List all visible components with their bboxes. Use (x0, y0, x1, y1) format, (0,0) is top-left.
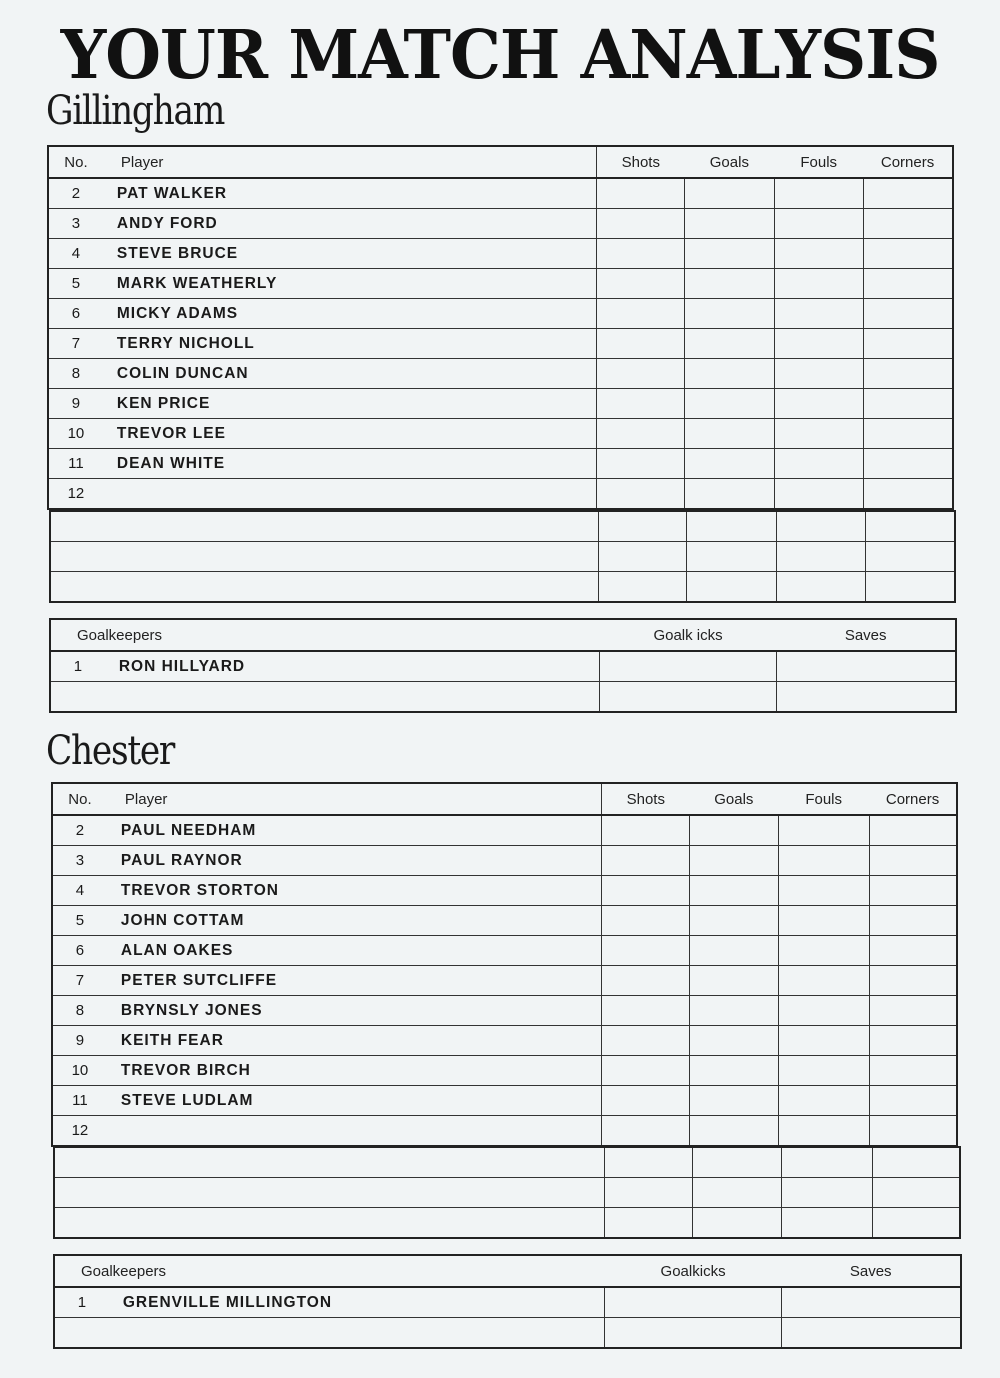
fouls-cell[interactable] (778, 996, 869, 1026)
table-header-row (48, 146, 953, 178)
shots-cell[interactable] (599, 542, 687, 572)
corners-cell[interactable] (869, 1026, 957, 1056)
shots-cell[interactable] (597, 449, 685, 479)
player-name: KEITH FEAR (107, 1026, 602, 1056)
player-number: 10 (52, 1056, 107, 1086)
player-number: 11 (52, 1086, 107, 1116)
goals-cell[interactable] (684, 269, 774, 299)
table-row (48, 178, 953, 209)
blank-row (50, 572, 955, 603)
col-no-header: No. (52, 783, 107, 815)
player-name: PAUL NEEDHAM (107, 815, 602, 846)
shots-cell[interactable] (597, 329, 685, 359)
player-name: DEAN WHITE (103, 449, 597, 479)
col-fouls-header: Fouls (774, 146, 863, 178)
fouls-cell[interactable] (774, 299, 863, 329)
player-name: MARK WEATHERLY (103, 269, 597, 299)
home-goalkeeper-table (49, 618, 957, 713)
player-name: ANDY FORD (103, 209, 597, 239)
goals-cell[interactable] (684, 209, 774, 239)
goalkeeper-name: RON HILLYARD (105, 651, 600, 682)
player-name (103, 479, 597, 510)
corners-cell[interactable] (863, 479, 953, 510)
goals-cell[interactable] (684, 178, 774, 209)
player-name: PETER SUTCLIFFE (107, 966, 602, 996)
shots-cell[interactable] (602, 815, 690, 846)
table-row (52, 966, 957, 996)
shots-cell[interactable] (605, 1178, 693, 1208)
player-name: TERRY NICHOLL (103, 329, 597, 359)
fouls-cell[interactable] (778, 846, 869, 876)
table-row (52, 846, 957, 876)
shots-cell[interactable] (597, 479, 685, 510)
corners-cell[interactable] (863, 239, 953, 269)
player-name: PAUL RAYNOR (107, 846, 602, 876)
blank-name-cell[interactable] (54, 1318, 605, 1349)
fouls-cell[interactable] (774, 419, 863, 449)
player-number: 3 (52, 846, 107, 876)
goals-cell[interactable] (689, 846, 778, 876)
blank-row (54, 1178, 960, 1208)
table-row (52, 1026, 957, 1056)
shots-cell[interactable] (602, 1116, 690, 1147)
shots-cell[interactable] (602, 1086, 690, 1116)
player-name: TREVOR STORTON (107, 876, 602, 906)
table-row (48, 359, 953, 389)
blank-name-cell[interactable] (50, 572, 599, 603)
table-row (48, 329, 953, 359)
table-row (52, 1086, 957, 1116)
saves-cell[interactable] (781, 1287, 961, 1318)
player-number: 12 (52, 1116, 107, 1147)
corners-cell[interactable] (863, 449, 953, 479)
player-number: 7 (48, 329, 103, 359)
corners-cell[interactable] (863, 419, 953, 449)
shots-cell[interactable] (602, 846, 690, 876)
goalkeeper-number: 1 (50, 651, 105, 682)
player-number: 7 (52, 966, 107, 996)
corners-cell[interactable] (863, 269, 953, 299)
away-team-name: Chester (46, 728, 175, 774)
player-number: 9 (52, 1026, 107, 1056)
player-name: TREVOR BIRCH (107, 1056, 602, 1086)
corners-cell[interactable] (863, 329, 953, 359)
goals-cell[interactable] (684, 479, 774, 510)
col-player-header: Player (107, 783, 602, 815)
saves-cell[interactable] (776, 682, 956, 713)
table-row (48, 419, 953, 449)
table-row (48, 239, 953, 269)
blank-row (50, 542, 955, 572)
goals-cell[interactable] (689, 906, 778, 936)
player-number: 2 (48, 178, 103, 209)
shots-cell[interactable] (602, 906, 690, 936)
fouls-cell[interactable] (778, 1086, 869, 1116)
player-number: 6 (48, 299, 103, 329)
blank-name-cell[interactable] (54, 1178, 605, 1208)
shots-cell[interactable] (602, 876, 690, 906)
blank-name-cell[interactable] (50, 682, 600, 713)
goals-cell[interactable] (689, 1116, 778, 1147)
blank-row (54, 1318, 961, 1349)
corners-cell[interactable] (865, 572, 955, 603)
player-name: STEVE LUDLAM (107, 1086, 602, 1116)
table-row (48, 389, 953, 419)
player-number: 4 (48, 239, 103, 269)
col-saves-header: Saves (776, 619, 956, 651)
player-name: JOHN COTTAM (107, 906, 602, 936)
player-number: 6 (52, 936, 107, 966)
goals-cell[interactable] (689, 966, 778, 996)
table-row (52, 1056, 957, 1086)
blank-row (50, 511, 955, 542)
home-team-name: Gillingham (46, 88, 225, 134)
fouls-cell[interactable] (778, 936, 869, 966)
shots-cell[interactable] (597, 389, 685, 419)
goalkeeper-row (54, 1287, 961, 1318)
player-name: STEVE BRUCE (103, 239, 597, 269)
goalkeeper-name: GRENVILLE MILLINGTON (109, 1287, 605, 1318)
goalkicks-cell[interactable] (600, 682, 777, 713)
shots-cell[interactable] (597, 299, 685, 329)
goals-cell[interactable] (684, 449, 774, 479)
shots-cell[interactable] (602, 1026, 690, 1056)
away-goalkeeper-table (53, 1254, 962, 1349)
goals-cell[interactable] (689, 815, 778, 846)
player-name: TREVOR LEE (103, 419, 597, 449)
corners-cell[interactable] (869, 936, 957, 966)
corners-cell[interactable] (863, 209, 953, 239)
fouls-cell[interactable] (774, 359, 863, 389)
shots-cell[interactable] (599, 572, 687, 603)
player-number: 11 (48, 449, 103, 479)
player-number: 3 (48, 209, 103, 239)
table-row (48, 209, 953, 239)
table-row (48, 269, 953, 299)
goals-cell[interactable] (684, 299, 774, 329)
corners-cell[interactable] (869, 846, 957, 876)
player-name: MICKY ADAMS (103, 299, 597, 329)
player-number: 5 (52, 906, 107, 936)
shots-cell[interactable] (597, 359, 685, 389)
goals-cell[interactable] (689, 1086, 778, 1116)
fouls-cell[interactable] (778, 815, 869, 846)
blank-row (50, 682, 956, 713)
fouls-cell[interactable] (774, 329, 863, 359)
goalkicks-cell[interactable] (605, 1287, 782, 1318)
fouls-cell[interactable] (776, 511, 865, 542)
shots-cell[interactable] (597, 239, 685, 269)
goals-cell[interactable] (687, 572, 777, 603)
goalkeeper-number: 1 (54, 1287, 109, 1318)
corners-cell[interactable] (869, 1056, 957, 1086)
col-player-header: Player (103, 146, 597, 178)
shots-cell[interactable] (599, 511, 687, 542)
player-name: KEN PRICE (103, 389, 597, 419)
goals-cell[interactable] (689, 876, 778, 906)
col-shots-header: Shots (602, 783, 690, 815)
table-row (48, 299, 953, 329)
table-row (48, 449, 953, 479)
shots-cell[interactable] (605, 1208, 693, 1239)
col-goals-header: Goals (689, 783, 778, 815)
player-number: 4 (52, 876, 107, 906)
corners-cell[interactable] (869, 966, 957, 996)
player-number: 8 (48, 359, 103, 389)
player-name (107, 1116, 602, 1147)
fouls-cell[interactable] (778, 1116, 869, 1147)
goals-cell[interactable] (693, 1147, 782, 1178)
blank-name-cell[interactable] (50, 542, 599, 572)
corners-cell[interactable] (865, 511, 955, 542)
corners-cell[interactable] (869, 1086, 957, 1116)
fouls-cell[interactable] (776, 572, 865, 603)
goals-cell[interactable] (684, 359, 774, 389)
goals-cell[interactable] (689, 936, 778, 966)
corners-cell[interactable] (872, 1208, 960, 1239)
away-extra-rows-table (53, 1146, 961, 1239)
shots-cell[interactable] (605, 1147, 693, 1178)
shots-cell[interactable] (602, 936, 690, 966)
table-row (52, 996, 957, 1026)
table-row (48, 479, 953, 510)
fouls-cell[interactable] (774, 479, 863, 510)
player-name: BRYNSLY JONES (107, 996, 602, 1026)
goalkicks-cell[interactable] (605, 1318, 782, 1349)
fouls-cell[interactable] (774, 269, 863, 299)
table-header-row (52, 783, 957, 815)
fouls-cell[interactable] (778, 906, 869, 936)
goalkeeper-header-row (54, 1255, 961, 1287)
player-number: 5 (48, 269, 103, 299)
page-title: YOUR MATCH ANALYSIS (60, 16, 940, 95)
col-corners-header: Corners (863, 146, 953, 178)
player-name: ALAN OAKES (107, 936, 602, 966)
corners-cell[interactable] (863, 359, 953, 389)
table-row (52, 1116, 957, 1147)
col-goalkeepers-header: Goalkeepers (50, 619, 600, 651)
goalkeeper-row (50, 651, 956, 682)
corners-cell[interactable] (872, 1178, 960, 1208)
col-goalkicks-header: Goalk icks (600, 619, 777, 651)
corners-cell[interactable] (869, 876, 957, 906)
player-number: 2 (52, 815, 107, 846)
corners-cell[interactable] (869, 996, 957, 1026)
player-name: PAT WALKER (103, 178, 597, 209)
goals-cell[interactable] (689, 996, 778, 1026)
blank-name-cell[interactable] (54, 1147, 605, 1178)
fouls-cell[interactable] (774, 449, 863, 479)
fouls-cell[interactable] (774, 239, 863, 269)
player-number: 9 (48, 389, 103, 419)
shots-cell[interactable] (597, 269, 685, 299)
table-row (52, 815, 957, 846)
corners-cell[interactable] (869, 815, 957, 846)
fouls-cell[interactable] (774, 178, 863, 209)
corners-cell[interactable] (863, 178, 953, 209)
blank-name-cell[interactable] (50, 511, 599, 542)
shots-cell[interactable] (597, 209, 685, 239)
fouls-cell[interactable] (781, 1208, 872, 1239)
goals-cell[interactable] (693, 1178, 782, 1208)
corners-cell[interactable] (869, 1116, 957, 1147)
saves-cell[interactable] (776, 651, 956, 682)
goals-cell[interactable] (687, 511, 777, 542)
fouls-cell[interactable] (774, 389, 863, 419)
goals-cell[interactable] (684, 419, 774, 449)
blank-name-cell[interactable] (54, 1208, 605, 1239)
goals-cell[interactable] (684, 389, 774, 419)
saves-cell[interactable] (781, 1318, 961, 1349)
corners-cell[interactable] (863, 389, 953, 419)
fouls-cell[interactable] (776, 542, 865, 572)
player-number: 12 (48, 479, 103, 510)
col-corners-header: Corners (869, 783, 957, 815)
shots-cell[interactable] (602, 966, 690, 996)
goals-cell[interactable] (689, 1026, 778, 1056)
fouls-cell[interactable] (778, 876, 869, 906)
corners-cell[interactable] (863, 299, 953, 329)
goals-cell[interactable] (684, 239, 774, 269)
table-row (52, 936, 957, 966)
blank-row (54, 1208, 960, 1239)
goalkeeper-header-row (50, 619, 956, 651)
player-name: COLIN DUNCAN (103, 359, 597, 389)
goals-cell[interactable] (689, 1056, 778, 1086)
col-shots-header: Shots (597, 146, 685, 178)
col-goals-header: Goals (684, 146, 774, 178)
home-outfield-table (47, 145, 954, 510)
home-extra-rows-table (49, 510, 956, 603)
col-goalkicks-header: Goalkicks (605, 1255, 782, 1287)
fouls-cell[interactable] (781, 1147, 872, 1178)
goals-cell[interactable] (684, 329, 774, 359)
goalkicks-cell[interactable] (600, 651, 777, 682)
fouls-cell[interactable] (778, 966, 869, 996)
col-goalkeepers-header: Goalkeepers (54, 1255, 605, 1287)
col-fouls-header: Fouls (778, 783, 869, 815)
away-outfield-table (51, 782, 958, 1147)
fouls-cell[interactable] (781, 1178, 872, 1208)
corners-cell[interactable] (869, 906, 957, 936)
col-no-header: No. (48, 146, 103, 178)
shots-cell[interactable] (602, 1056, 690, 1086)
shots-cell[interactable] (597, 419, 685, 449)
fouls-cell[interactable] (778, 1026, 869, 1056)
fouls-cell[interactable] (778, 1056, 869, 1086)
goals-cell[interactable] (687, 542, 777, 572)
table-row (52, 876, 957, 906)
table-row (52, 906, 957, 936)
col-saves-header: Saves (781, 1255, 961, 1287)
shots-cell[interactable] (597, 178, 685, 209)
corners-cell[interactable] (865, 542, 955, 572)
player-number: 8 (52, 996, 107, 1026)
corners-cell[interactable] (872, 1147, 960, 1178)
player-number: 10 (48, 419, 103, 449)
shots-cell[interactable] (602, 996, 690, 1026)
fouls-cell[interactable] (774, 209, 863, 239)
blank-row (54, 1147, 960, 1178)
goals-cell[interactable] (693, 1208, 782, 1239)
